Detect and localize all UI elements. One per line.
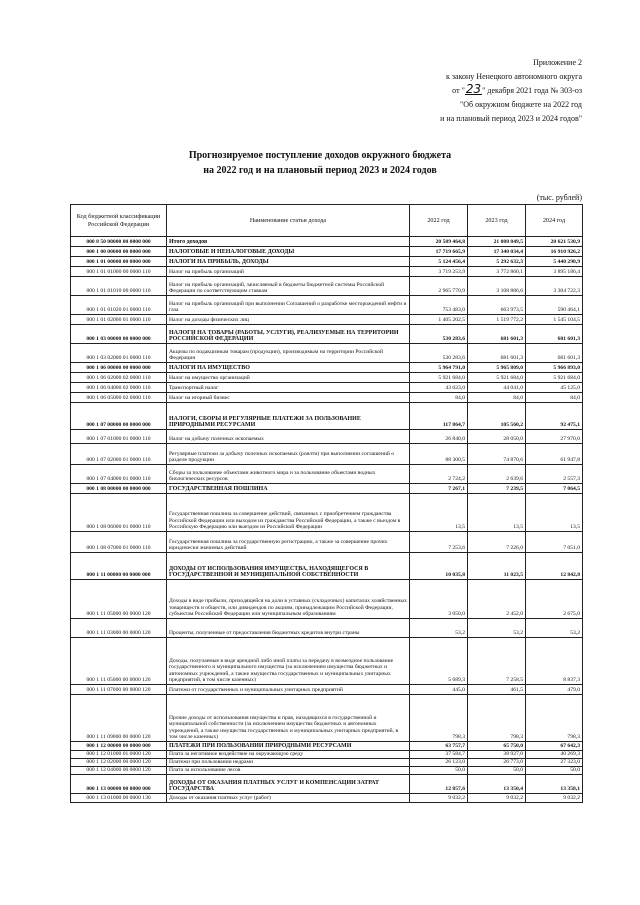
row-value-2023: 44 041,0: [468, 383, 526, 393]
row-value-2022: 530 283,6: [410, 325, 468, 344]
row-code: 000 1 11 07000 00 0000 120: [71, 685, 167, 695]
row-value-2022: 3 719 253,9: [410, 267, 468, 277]
table-row: [71, 277, 583, 296]
row-name: Плата за использование лесов: [167, 767, 410, 775]
row-value-2023: 681 601,3: [468, 325, 526, 344]
row-code: 000 1 06 05000 02 0000 110: [71, 393, 167, 403]
row-value-2023: 26 773,0: [468, 759, 526, 767]
row-value-2023: 2 639,6: [468, 465, 526, 484]
row-value-2022: 84,0: [410, 393, 468, 403]
row-value-2023: 5 921 684,0: [468, 373, 526, 383]
row-value-2023: 13 350,4: [468, 775, 526, 794]
annex-line-5: и на плановый период 2023 и 2024 годов": [440, 114, 582, 123]
row-name: Транспортный налог: [167, 383, 410, 393]
row-value-2024: 8 837,3: [526, 638, 583, 685]
row-value-2024: 92 475,1: [526, 403, 583, 430]
row-code: 000 1 01 02000 01 0000 110: [71, 315, 167, 325]
row-value-2023: 2 452,0: [468, 580, 526, 619]
annex-line-1: Приложение 2: [533, 58, 582, 67]
row-code: 000 1 07 01000 01 0000 110: [71, 430, 167, 444]
row-value-2024: 3 895 186,4: [526, 267, 583, 277]
table-row: [71, 383, 583, 393]
row-value-2024: 590 464,1: [526, 296, 583, 315]
row-value-2024: 5 440 290,9: [526, 257, 583, 267]
row-name: Сборы за пользование объектами животного мира и за пользование объектами водных биологических ресурсов: [167, 465, 410, 484]
row-value-2022: 798,3: [410, 695, 468, 742]
row-value-2024: 2 675,0: [526, 580, 583, 619]
table-row: [71, 685, 583, 695]
table-row: [71, 403, 583, 430]
row-name: Налог на игорный бизнес: [167, 393, 410, 403]
row-name: НАЛОГИ НА ПРИБЫЛЬ, ДОХОДЫ: [167, 257, 410, 267]
row-name: ПЛАТЕЖИ ПРИ ПОЛЬЗОВАНИИ ПРИРОДНЫМИ РЕСУРСАМИ: [167, 742, 410, 751]
row-value-2024: 13 358,1: [526, 775, 583, 794]
row-code: 000 1 13 00000 00 0000 000: [71, 775, 167, 794]
annex-handwritten-day: 23: [465, 82, 482, 96]
table-row: [71, 553, 583, 580]
table-row: [71, 638, 583, 685]
row-value-2023: 7 239,5: [468, 484, 526, 494]
row-name: Итого доходов: [167, 237, 410, 247]
row-value-2022: 26 123,0: [410, 759, 468, 767]
row-code: 000 1 11 05000 00 0000 120: [71, 638, 167, 685]
table-row: [71, 444, 583, 465]
row-value-2024: 2 557,3: [526, 465, 583, 484]
table-row: [71, 363, 583, 373]
table-row: [71, 484, 583, 494]
table-row: [71, 742, 583, 751]
row-value-2024: 1 545 104,5: [526, 315, 583, 325]
row-value-2022: 20 589 464,8: [410, 237, 468, 247]
row-name: Доходы, получаемые в виде арендной либо иной платы за передачу в возмездное пользование государственного и муниципального имущества (за исключением имущества бюджетных и автономных учреждений, а также имущества государственных и муниципальных унитарных предприятий, в том числе казенных): [167, 638, 410, 685]
row-name: ДОХОДЫ ОТ ИСПОЛЬЗОВАНИЯ ИМУЩЕСТВА, НАХОДЯЩЕГОСЯ В ГОСУДАРСТВЕННОЙ И МУНИЦИПАЛЬНОЙ СОБСТВЕННОСТИ: [167, 553, 410, 580]
row-name: Налог на добычу полезных ископаемых: [167, 430, 410, 444]
annex-line-4: "Об окружном бюджете на 2022 год: [460, 100, 582, 109]
row-value-2023: 84,0: [468, 393, 526, 403]
row-value-2024: 798,3: [526, 695, 583, 742]
table-row: [71, 580, 583, 619]
row-name: Плата за негативное воздействие на окружающую среду: [167, 751, 410, 759]
row-name: Налог на прибыль организаций при выполнении Соглашений о разработке месторождений нефти и газа: [167, 296, 410, 315]
row-value-2022: 445,0: [410, 685, 468, 695]
table-row: [71, 393, 583, 403]
table-row: [71, 465, 583, 484]
row-code: 000 1 03 00000 00 0000 000: [71, 325, 167, 344]
row-name: Платежи при пользовании недрами: [167, 759, 410, 767]
row-value-2023: 681 601,3: [468, 344, 526, 363]
row-value-2024: 7 051,0: [526, 532, 583, 553]
row-code: 000 1 08 07000 01 0000 110: [71, 532, 167, 553]
table-row: [71, 430, 583, 444]
row-value-2023: 17 340 034,4: [468, 247, 526, 257]
annex-date-prefix: от ": [452, 86, 465, 95]
row-code: 000 1 01 00000 00 0000 000: [71, 257, 167, 267]
row-value-2022: 117 864,7: [410, 403, 468, 430]
row-value-2024: 27 323,0: [526, 759, 583, 767]
row-value-2022: 13,5: [410, 494, 468, 532]
table-row: [71, 619, 583, 638]
annex-date-suffix: " декабря 2021 года № 303-оз: [482, 86, 582, 95]
row-value-2022: 37 584,7: [410, 751, 468, 759]
row-code: 000 1 12 01000 01 0000 120: [71, 751, 167, 759]
header-name: Наименование статьи дохода: [167, 205, 410, 237]
row-value-2023: 9 032,2: [468, 794, 526, 803]
header-code: Код бюджетной классификации Российской Федерации: [71, 205, 167, 237]
row-value-2022: 53,2: [410, 619, 468, 638]
table-body: [71, 237, 583, 803]
row-value-2023: 461,5: [468, 685, 526, 695]
row-value-2022: 1 405 202,5: [410, 315, 468, 325]
table-row: [71, 315, 583, 325]
row-value-2024: 61 947,8: [526, 444, 583, 465]
row-name: Платежи от государственных и муниципальных унитарных предприятий: [167, 685, 410, 695]
row-name: Государственная пошлина за совершение действий, связанных с приобретением гражданства Российской Федерации или выходом из гражданства Российской Федерации, а также с въездом в Российскую Федерацию или выездом из Российской Федерации: [167, 494, 410, 532]
row-code: 000 8 50 00000 00 0000 000: [71, 237, 167, 247]
row-name: Налог на прибыль организаций, зачисляемый в бюджеты бюджетной системы Российской Федерации по соответствующим ставкам: [167, 277, 410, 296]
table-row: [71, 794, 583, 803]
table-row: [71, 257, 583, 267]
row-value-2024: 12 842,8: [526, 553, 583, 580]
row-value-2024: 3 304 722,3: [526, 277, 583, 296]
header-2022: 2022 год: [410, 205, 468, 237]
units-label: (тыс. рублей): [536, 193, 582, 202]
row-value-2022: 26 840,0: [410, 430, 468, 444]
row-name: ДОХОДЫ ОТ ОКАЗАНИЯ ПЛАТНЫХ УСЛУГ И КОМПЕНСАЦИИ ЗАТРАТ ГОСУДАРСТВА: [167, 775, 410, 794]
row-value-2023: 3 108 886,6: [468, 277, 526, 296]
table-header-row: [71, 205, 583, 237]
row-name: Доходы в виде прибыли, приходящейся на доли в уставных (складочных) капиталах хозяйственных товариществ и обществ, или дивидендов по акциям, принадлежащим Российской Федерации, субъектам Российской Федерации или муниципальным образованиям: [167, 580, 410, 619]
row-value-2023: 663 973,5: [468, 296, 526, 315]
row-name: НАЛОГИ, СБОРЫ И РЕГУЛЯРНЫЕ ПЛАТЕЖИ ЗА ПОЛЬЗОВАНИЕ ПРИРОДНЫМИ РЕСУРСАМИ: [167, 403, 410, 430]
row-value-2024: 7 064,5: [526, 484, 583, 494]
title-line-1: Прогнозируемое поступление доходов окружного бюджета: [188, 150, 452, 161]
table-row: [71, 759, 583, 767]
row-value-2022: 17 719 665,9: [410, 247, 468, 257]
row-code: 000 1 01 01010 00 0000 110: [71, 277, 167, 296]
row-value-2023: 5 965 809,0: [468, 363, 526, 373]
row-code: 000 1 11 05000 00 0000 120: [71, 580, 167, 619]
row-value-2023: 13,5: [468, 494, 526, 532]
row-code: 000 1 07 02000 01 0000 110: [71, 444, 167, 465]
header-2023: 2023 год: [468, 205, 526, 237]
row-value-2023: 105 560,2: [468, 403, 526, 430]
row-value-2022: 5 921 684,0: [410, 373, 468, 383]
row-value-2022: 5 964 791,0: [410, 363, 468, 373]
row-value-2023: 798,3: [468, 695, 526, 742]
row-value-2022: 2 724,2: [410, 465, 468, 484]
row-value-2023: 53,2: [468, 619, 526, 638]
row-value-2023: 50,0: [468, 767, 526, 775]
row-value-2024: 9 032,2: [526, 794, 583, 803]
row-value-2022: 9 032,2: [410, 794, 468, 803]
row-code: 000 1 08 06000 01 0000 110: [71, 494, 167, 532]
row-value-2022: 12 857,6: [410, 775, 468, 794]
row-value-2024: 16 910 926,2: [526, 247, 583, 257]
row-value-2024: 5 966 893,0: [526, 363, 583, 373]
row-code: 000 1 11 09000 00 0000 120: [71, 695, 167, 742]
table-row: [71, 494, 583, 532]
row-code: 000 1 13 01000 00 0000 130: [71, 794, 167, 803]
row-code: 000 1 12 02000 00 0000 120: [71, 759, 167, 767]
row-value-2024: 67 642,3: [526, 742, 583, 751]
row-name: Регулярные платежи за добычу полезных ископаемых (роялти) при выполнении соглашений о разделе продукции: [167, 444, 410, 465]
row-value-2024: 27 970,0: [526, 430, 583, 444]
row-code: 000 1 12 00000 00 0000 000: [71, 742, 167, 751]
row-value-2022: 88 300,5: [410, 444, 468, 465]
row-code: 000 1 01 01020 01 0000 110: [71, 296, 167, 315]
row-value-2022: 43 023,0: [410, 383, 468, 393]
row-name: Прочие доходы от использования имущества и прав, находящихся в государственной и муниципальной собственности (за исключением имущества бюджетных и автономных учреждений, а также имущества государственных и муниципальных унитарных предприятий, в том числе казенных): [167, 695, 410, 742]
row-value-2024: 45 125,0: [526, 383, 583, 393]
row-name: Государственная пошлина за государственную регистрацию, а также за совершение прочих юридически значимых действий: [167, 532, 410, 553]
row-value-2022: 530 283,6: [410, 344, 468, 363]
row-value-2024: 53,2: [526, 619, 583, 638]
row-value-2022: 7 267,1: [410, 484, 468, 494]
row-value-2023: 7 226,0: [468, 532, 526, 553]
row-value-2022: 2 965 770,9: [410, 277, 468, 296]
row-code: 000 1 12 04000 00 0000 120: [71, 767, 167, 775]
row-value-2023: 28 050,0: [468, 430, 526, 444]
row-value-2022: 7 253,6: [410, 532, 468, 553]
row-value-2023: 65 750,0: [468, 742, 526, 751]
row-code: 000 1 06 04000 02 0000 110: [71, 383, 167, 393]
row-value-2022: 753 483,0: [410, 296, 468, 315]
table-row: [71, 695, 583, 742]
row-value-2023: 11 023,5: [468, 553, 526, 580]
annex-line-3: [322, 84, 582, 98]
row-value-2024: 681 601,3: [526, 344, 583, 363]
table-row: [71, 373, 583, 383]
row-name: ГОСУДАРСТВЕННАЯ ПОШЛИНА: [167, 484, 410, 494]
row-name: Проценты, полученные от предоставления бюджетных кредитов внутри страны: [167, 619, 410, 638]
table-row: [71, 325, 583, 344]
row-name: Акцизы по подакцизным товарам (продукции), производимым на территории Российской Федерации: [167, 344, 410, 363]
row-code: 000 1 03 02000 01 0000 110: [71, 344, 167, 363]
row-code: 000 1 01 01000 00 0000 110: [71, 267, 167, 277]
row-value-2024: 681 601,3: [526, 325, 583, 344]
row-name: Доходы от оказания платных услуг (работ): [167, 794, 410, 803]
row-code: 000 1 11 00000 00 0000 000: [71, 553, 167, 580]
row-value-2023: 5 292 632,3: [468, 257, 526, 267]
row-code: 000 1 00 00000 00 0000 000: [71, 247, 167, 257]
row-name: НАЛОГИ НА ИМУЩЕСТВО: [167, 363, 410, 373]
row-value-2022: 10 035,8: [410, 553, 468, 580]
row-code: 000 1 11 03000 00 0000 120: [71, 619, 167, 638]
row-name: Налог на доходы физических лиц: [167, 315, 410, 325]
row-name: НАЛОГИ НА ТОВАРЫ (РАБОТЫ, УСЛУГИ), РЕАЛИЗУЕМЫЕ НА ТЕРРИТОРИИ РОССИЙСКОЙ ФЕДЕРАЦИИ: [167, 325, 410, 344]
row-value-2022: 5 124 456,4: [410, 257, 468, 267]
table-row: [71, 296, 583, 315]
row-value-2022: 3 050,0: [410, 580, 468, 619]
row-name: НАЛОГОВЫЕ И НЕНАЛОГОВЫЕ ДОХОДЫ: [167, 247, 410, 257]
row-value-2024: 5 921 684,0: [526, 373, 583, 383]
table-row: [71, 344, 583, 363]
row-value-2023: 7 258,5: [468, 638, 526, 685]
row-value-2024: 13,5: [526, 494, 583, 532]
row-code: 000 1 06 00000 00 0000 000: [71, 363, 167, 373]
row-value-2024: 84,0: [526, 393, 583, 403]
row-value-2022: 5 689,3: [410, 638, 468, 685]
row-code: 000 1 06 02000 02 0000 110: [71, 373, 167, 383]
table-row: [71, 237, 583, 247]
document-title: [60, 148, 580, 178]
row-value-2022: 63 757,7: [410, 742, 468, 751]
row-value-2023: 21 080 849,5: [468, 237, 526, 247]
row-value-2024: 20 621 530,9: [526, 237, 583, 247]
row-code: 000 1 07 04000 01 0000 110: [71, 465, 167, 484]
title-line-2: на 2022 год и на плановый период 2023 и 2024 годов: [203, 165, 437, 176]
table-row: [71, 532, 583, 553]
revenue-table: [70, 204, 583, 803]
table-row: [71, 247, 583, 257]
row-value-2023: 38 927,0: [468, 751, 526, 759]
table-row: [71, 267, 583, 277]
row-name: Налог на прибыль организаций: [167, 267, 410, 277]
row-value-2024: 40 269,3: [526, 751, 583, 759]
row-code: 000 1 07 00000 00 0000 000: [71, 403, 167, 430]
row-value-2023: 1 519 772,2: [468, 315, 526, 325]
row-value-2024: 479,0: [526, 685, 583, 695]
table-row: [71, 775, 583, 794]
table-row: [71, 767, 583, 775]
annex-line-2: к закону Ненецкого автономного округа: [445, 72, 582, 81]
header-2024: 2024 год: [526, 205, 583, 237]
annex-header: [322, 56, 582, 126]
row-code: 000 1 08 00000 00 0000 000: [71, 484, 167, 494]
row-value-2023: 74 870,6: [468, 444, 526, 465]
row-value-2022: 50,0: [410, 767, 468, 775]
table-row: [71, 751, 583, 759]
row-value-2024: 50,0: [526, 767, 583, 775]
row-name: Налог на имущество организаций: [167, 373, 410, 383]
row-value-2023: 3 772 860,1: [468, 267, 526, 277]
